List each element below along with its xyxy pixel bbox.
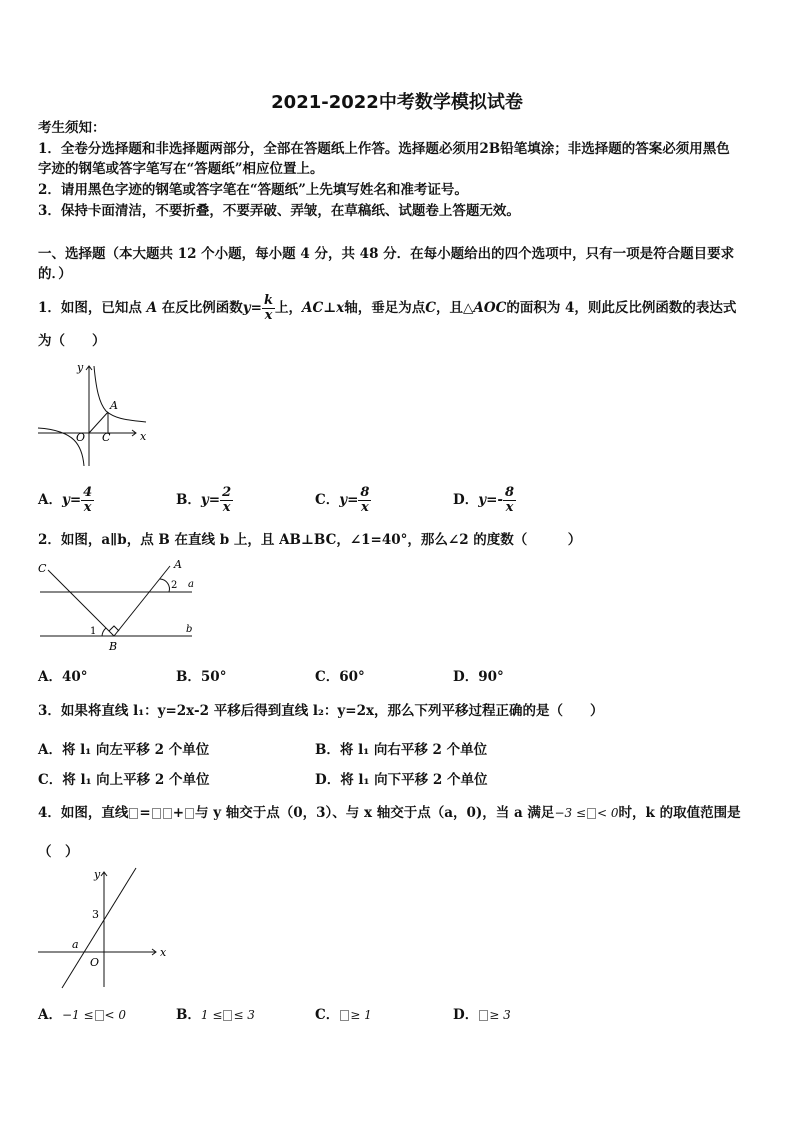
q4-option-d-post: ≥ 3 — [489, 1008, 511, 1022]
q1-option-a-den: x — [83, 500, 92, 515]
q1-hyperbola-branch-1 — [94, 366, 146, 422]
q4-placeholder-box — [163, 808, 172, 819]
q1-option-b-label: B． — [176, 492, 201, 508]
q4-cond-a: −3 ≤ — [554, 806, 586, 820]
notice-line-3: 3．保持卡面清洁，不要折叠，不要弄破、弄皱，在草稿纸、试题卷上答题无效。 — [38, 203, 520, 219]
q3-option-c[interactable]: C．将 l₁ 向上平移 2 个单位 — [38, 772, 210, 788]
q1-label-a: A — [110, 399, 118, 412]
page-title: 2021-2022中考数学模拟试卷 — [271, 92, 523, 113]
q3-option-a[interactable]: A．将 l₁ 向左平移 2 个单位 — [38, 742, 210, 758]
q4-option-d[interactable] — [453, 1003, 511, 1023]
q2-label-b-line: b — [186, 624, 193, 635]
q4-option-a-label: A． — [38, 1007, 62, 1023]
notice-line-2: 2．请用黑色字迹的钢笔或答字笔在“答题纸”上先填写姓名和准考证号。 — [38, 182, 468, 198]
q1-y-eq: y= — [242, 300, 262, 316]
q1-option-d[interactable] — [453, 486, 516, 515]
q2-label-c: C — [38, 562, 47, 575]
q4-placeholder-box — [185, 808, 194, 819]
q4-cond-b: < 0 — [597, 806, 619, 820]
q4-eq-eq: = — [139, 805, 151, 821]
q1-option-c-pre: y= — [339, 492, 359, 508]
q4-option-c-label: C． — [315, 1007, 340, 1023]
q2-angle-1-arc — [102, 628, 106, 636]
q1-hyperbola-figure — [36, 358, 156, 470]
q4-option-a-post: < 0 — [104, 1008, 127, 1022]
notice-heading: 考生须知： — [38, 120, 106, 136]
q4-text-a: 4．如图，直线 — [38, 805, 129, 821]
q1-fraction — [262, 294, 275, 323]
q4-label-x: x — [160, 946, 167, 959]
q1-option-c[interactable] — [315, 486, 371, 515]
q4-text-c: 时，k 的取值范围是 — [618, 805, 741, 821]
q4-eq-plus: + — [172, 805, 185, 821]
q1-segment-oa — [89, 412, 108, 433]
q1-option-d-den: x — [505, 500, 514, 515]
q4-label-o: O — [90, 956, 100, 969]
question-4-stem — [38, 803, 741, 823]
q1-option-b-pre: y= — [200, 492, 221, 508]
q1-label-x: x — [140, 430, 147, 443]
q1-option-c-num: 8 — [360, 485, 370, 500]
q1-option-a[interactable] — [38, 486, 94, 515]
q2-option-a[interactable]: A．40° — [38, 669, 88, 685]
q4-option-a-pre: −1 ≤ — [61, 1008, 94, 1022]
q1-text-d: 轴，垂足为点 — [344, 300, 426, 316]
question-4-line-2: （ ） — [38, 844, 79, 860]
q4-option-c[interactable] — [315, 1003, 372, 1023]
notice-line-1a: 1．全卷分选择题和非选择题两部分，全部在答题纸上作答。选择题必须用2B铅笔填涂；非选择题的答案必须用黑色 — [38, 141, 730, 157]
q2-label-b-point: B — [109, 640, 118, 653]
q4-line-y-kx-b — [62, 868, 136, 988]
q2-label-a-point: A — [174, 558, 182, 571]
question-1-stem — [38, 294, 736, 323]
q1-text-c: 上， — [274, 300, 302, 316]
q4-text-b: 与 y 轴交于点（0，3）、与 x 轴交于点（a，0)，当 a 满足 — [195, 805, 555, 821]
q4-placeholder-box — [223, 1010, 232, 1021]
q4-line-figure — [34, 862, 174, 992]
q1-option-b-den: x — [222, 500, 231, 515]
q4-placeholder-box — [479, 1010, 488, 1021]
q1-point-a: A — [146, 300, 158, 316]
q1-label-y: y — [77, 361, 84, 374]
q1-ac: AC⊥x — [301, 300, 345, 316]
q1-text-a: 1．如图，已知点 — [38, 300, 142, 316]
q2-segment-bc — [48, 570, 114, 636]
section-header-1: 一、选择题（本大题共 12 个小题，每小题 4 分，共 48 分．在每小题给出的四个选项中，只有一项是符合题目要求 — [38, 246, 735, 262]
q1-option-d-sign: - — [497, 492, 503, 508]
q2-label-a-line: a — [188, 579, 194, 590]
q4-option-b-pre: 1 ≤ — [200, 1008, 223, 1022]
q4-placeholder-box — [340, 1010, 349, 1021]
q1-option-d-num: 8 — [504, 485, 515, 500]
q4-placeholder-box — [587, 808, 596, 819]
q1-c: C — [425, 300, 436, 316]
question-2-stem: 2．如图，a∥b，点 B 在直线 b 上，且 AB⊥BC，∠1=40°，那么∠2 的度数（ ） — [38, 532, 582, 548]
q1-frac-num: k — [263, 293, 273, 308]
q2-angle-2-arc — [160, 579, 169, 592]
q4-label-3: 3 — [92, 908, 99, 921]
q4-label-y: y — [94, 868, 101, 881]
q4-option-b-post: ≤ 3 — [233, 1008, 255, 1022]
q4-option-b-label: B． — [176, 1007, 201, 1023]
q4-label-a: a — [72, 938, 79, 951]
q1-option-c-den: x — [361, 500, 369, 515]
q3-option-b[interactable]: B．将 l₁ 向右平移 2 个单位 — [315, 742, 488, 758]
question-1-line-2: 为（ ） — [38, 333, 106, 349]
q1-option-a-label: A． — [38, 492, 62, 508]
q2-option-d[interactable]: D．90° — [453, 669, 504, 685]
q2-label-2: 2 — [171, 580, 178, 591]
section-header-2: 的．） — [38, 266, 72, 282]
q1-option-b[interactable] — [176, 486, 233, 515]
q1-option-c-label: C． — [315, 492, 340, 508]
q1-aoc: AOC — [473, 300, 507, 316]
q2-segment-ba — [114, 566, 170, 636]
q4-option-b[interactable] — [176, 1003, 255, 1023]
q4-option-c-post: ≥ 1 — [350, 1008, 372, 1022]
q1-option-a-num: 4 — [83, 485, 93, 500]
q1-label-o: O — [76, 431, 86, 444]
q4-placeholder-box — [129, 808, 138, 819]
q4-option-d-label: D． — [453, 1007, 479, 1023]
q1-option-b-num: 2 — [222, 485, 232, 500]
q1-text-e: ，且△ — [435, 300, 474, 316]
q1-label-c: C — [102, 431, 111, 444]
q1-frac-den: x — [264, 308, 273, 323]
q1-text-b: 在反比例函数 — [161, 300, 243, 316]
q4-placeholder-box — [152, 808, 161, 819]
q2-parallel-lines-figure — [34, 556, 204, 656]
q1-text-f: 的面积为 4，则此反比例函数的表达式 — [506, 300, 737, 316]
q3-option-d[interactable]: D．将 l₁ 向下平移 2 个单位 — [315, 772, 488, 788]
q4-placeholder-box — [95, 1010, 104, 1021]
q2-label-1: 1 — [90, 626, 97, 637]
notice-line-1b: 字迹的钢笔或答字笔写在“答题纸”相应位置上。 — [38, 161, 324, 177]
q2-option-c[interactable]: C．60° — [315, 669, 365, 685]
q2-option-b[interactable]: B．50° — [176, 669, 227, 685]
q2-right-angle-mark — [109, 626, 119, 631]
q1-option-d-label: D． — [453, 492, 479, 508]
q1-option-d-pre: y= — [478, 492, 498, 508]
q1-option-a-pre: y= — [61, 492, 82, 508]
question-3-stem: 3．如果将直线 l₁：y=2x-2 平移后得到直线 l₂：y=2x，那么下列平移过程正确的是（ ） — [38, 703, 604, 719]
q4-option-a[interactable] — [38, 1003, 126, 1023]
